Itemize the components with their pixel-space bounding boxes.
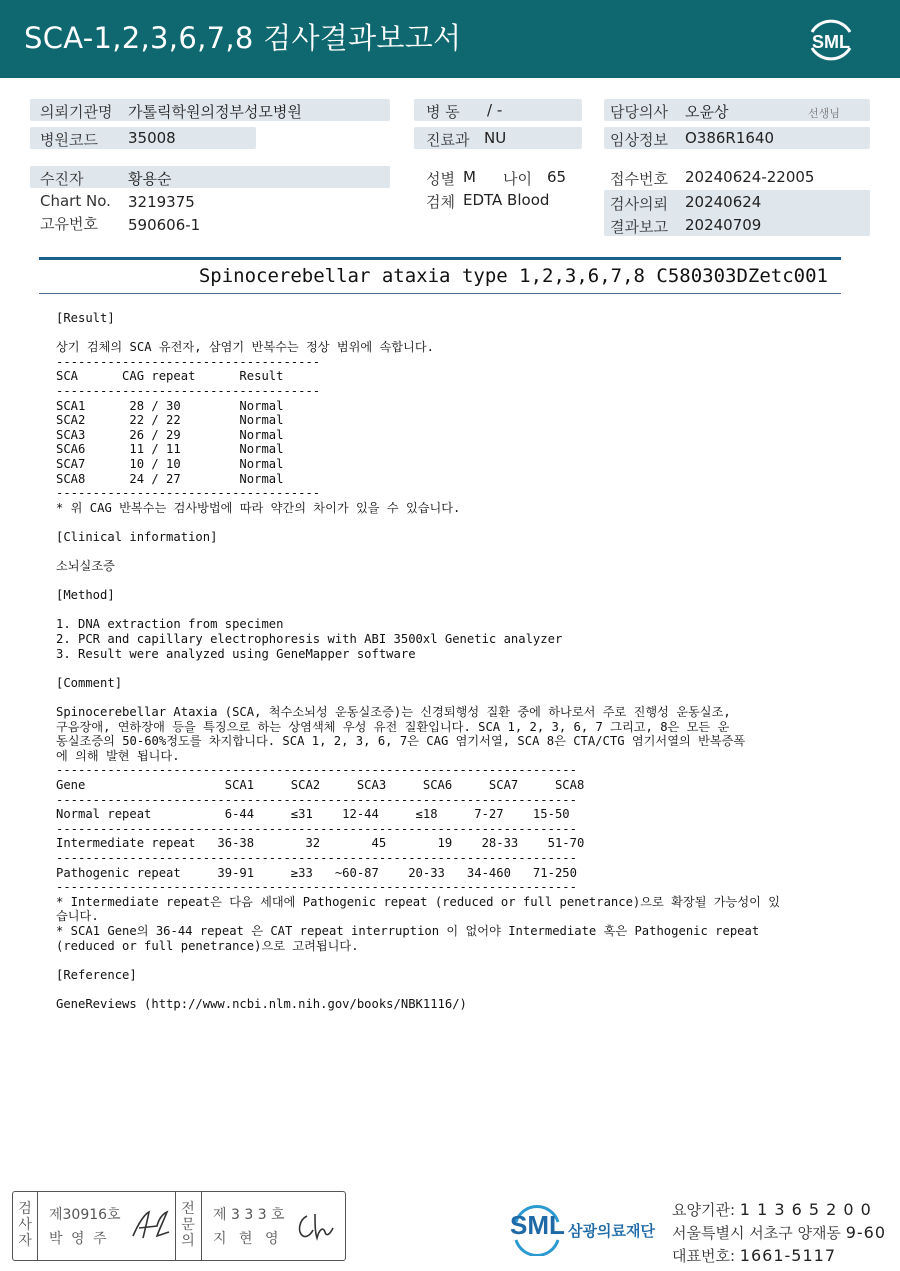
unique-label: 고유번호	[40, 215, 98, 233]
dept-label: 진료과	[426, 131, 470, 149]
specialist-cell	[201, 1192, 344, 1260]
clinical-value: O386R1640	[685, 129, 775, 147]
patient-value: 황용순	[128, 170, 172, 188]
specialist-signature	[293, 1210, 339, 1242]
report-header	[0, 0, 900, 78]
report-title: SCA-1,2,3,6,7,8 검사결과보고서	[24, 21, 462, 55]
foundation-name: 삼광의료재단	[568, 1222, 655, 1240]
section-rule	[39, 293, 841, 294]
examiner-number: 제30916호	[49, 1207, 121, 1223]
examiner-cell	[37, 1192, 176, 1260]
address-number: 9-60	[845, 1223, 887, 1242]
age-value: 65	[547, 168, 567, 186]
hospital-code-value: 35008	[128, 129, 176, 147]
dept-value: NU	[484, 129, 507, 147]
age-label: 나이	[503, 170, 532, 188]
doctor-label: 담당의사	[610, 103, 668, 121]
request-label: 검사의뢰	[610, 195, 668, 213]
phone-value: 1661-5117	[739, 1246, 837, 1265]
sex-value: M	[463, 168, 476, 186]
institution-code-label: 요양기관:	[672, 1201, 736, 1219]
section-rule	[39, 257, 841, 260]
address	[672, 1222, 886, 1243]
report-body: [Result] 상기 검체의 SCA 유전자, 삼염기 반복수는 정상 범위에 속합니다. ------------------------------------ SCA CAG repeat Result ------------------------------------ SCA1 28 / 30 Normal SCA2 22 / 22 Normal SCA3 26 / 29 Normal SCA6 11 / 11 Normal SCA7 10 / 10 Normal SCA8 24 / 27 Normal ------------------------------------ * 위 CAG 반복수는 검사방법에 따라 약간의 차이가 있을 수 있습니다. [Clinical information] 소뇌실조증 [Method] 1. DNA extraction from specimen 2. PCR and capillary electrophoresis with ABI 3500xl Genetic analyzer 3. Result were analyzed using GeneMapper software [Comment] Spinocerebellar Ataxia (SCA, 척수소뇌성 운동실조증)는 신경퇴행성 질환 중에 하나로서 주로 진행성 운동실조, 구음장애, 연하장애 등을 특징으로 하는 상염색체 우성 유전 질환입니다. SCA 1, 2, 3, 6, 7 그리고, 8은 모든 운 동실조증의 50-60%정도를 차지합니다. SCA 1, 2, 3, 6, 7은 CAG 염기서열, SCA 8은 CTA/CTG 염기서열의 반복증폭 에 의해 발현 됩니다. ----------------------------------------------------------------------- Gene SCA1 SCA2 SCA3 SCA6 SCA7 SCA8 ----------------------------------------------------------------------- Normal repeat 6-44 ≤31 12-44 ≤18 7-27 15-50 ----------------------------------------------------------------------- Intermediate repeat 36-38 32 45 19 28-33 51-70 ----------------------------------------------------------------------- Pathogenic repeat 39-91 ≥33 ~60-87 20-33 34-460 71-250 ----------------------------------------------------------------------- * Intermediate repeat은 다음 세대에 Pathogenic repeat (reduced or full penetrance)으로 확장될 가능성이 있 습니다. * SCA1 Gene의 36-44 repeat 은 CAT repeat interruption 이 없어야 Intermediate 혹은 Pathogenic repeat (reduced or full penetrance)으로 고려됩니다. [Reference] GeneReviews (http://www.ncbi.nlm.nih.gov/books/NBK1116/)	[56, 311, 781, 1011]
examiner-signature	[129, 1208, 173, 1242]
hospital-code-label: 병원코드	[40, 131, 98, 149]
specialist-name: 지 현 영	[213, 1231, 283, 1247]
sml-logo-text: SML	[510, 1210, 565, 1240]
address-text: 서울특별시 서초구 양재동	[672, 1224, 841, 1242]
reception-value: 20240624-22005	[685, 168, 815, 186]
phone	[672, 1245, 836, 1266]
examiner-label-cell	[13, 1192, 38, 1260]
examiner-name: 박 영 주	[49, 1231, 109, 1247]
patient-label: 수진자	[40, 170, 84, 188]
sex-label: 성별	[426, 170, 455, 188]
test-title: Spinocerebellar ataxia type 1,2,3,6,7,8 C580303DZetc001	[198, 265, 828, 287]
specialist-number: 제 3 3 3 호	[213, 1207, 285, 1223]
specialist-label: 전 문 의	[181, 1201, 195, 1249]
report-date-value: 20240709	[685, 216, 762, 234]
examiner-label: 검 사 자	[18, 1201, 32, 1249]
institution-value: 가톨릭학원의정부성모병원	[128, 103, 302, 121]
ward-label: 병 동	[426, 103, 460, 121]
specimen-label: 검체	[426, 193, 455, 211]
reception-label: 접수번호	[610, 170, 668, 188]
clinical-label: 임상정보	[610, 131, 668, 149]
chart-value: 3219375	[128, 193, 195, 211]
signature-box	[12, 1191, 346, 1261]
institution-label: 의뢰기관명	[40, 103, 113, 121]
specimen-value: EDTA Blood	[463, 191, 550, 209]
sml-logo-text: SML	[812, 32, 850, 52]
chart-label: Chart No.	[40, 192, 111, 210]
info-bar	[30, 166, 390, 188]
unique-value: 590606-1	[128, 216, 201, 234]
institution-code	[672, 1199, 872, 1220]
request-value: 20240624	[685, 193, 762, 211]
sml-logo	[804, 12, 858, 66]
ward-value: / -	[487, 101, 503, 119]
report-date-label: 결과보고	[610, 218, 668, 236]
institution-code-value: 1 1 3 6 5 2 0 0	[739, 1200, 872, 1219]
doctor-value: 오윤상	[685, 103, 729, 121]
specialist-label-cell	[175, 1192, 202, 1260]
doctor-suffix: 선생님	[808, 107, 840, 120]
foundation-logo	[510, 1204, 670, 1256]
phone-label: 대표번호:	[672, 1247, 736, 1265]
